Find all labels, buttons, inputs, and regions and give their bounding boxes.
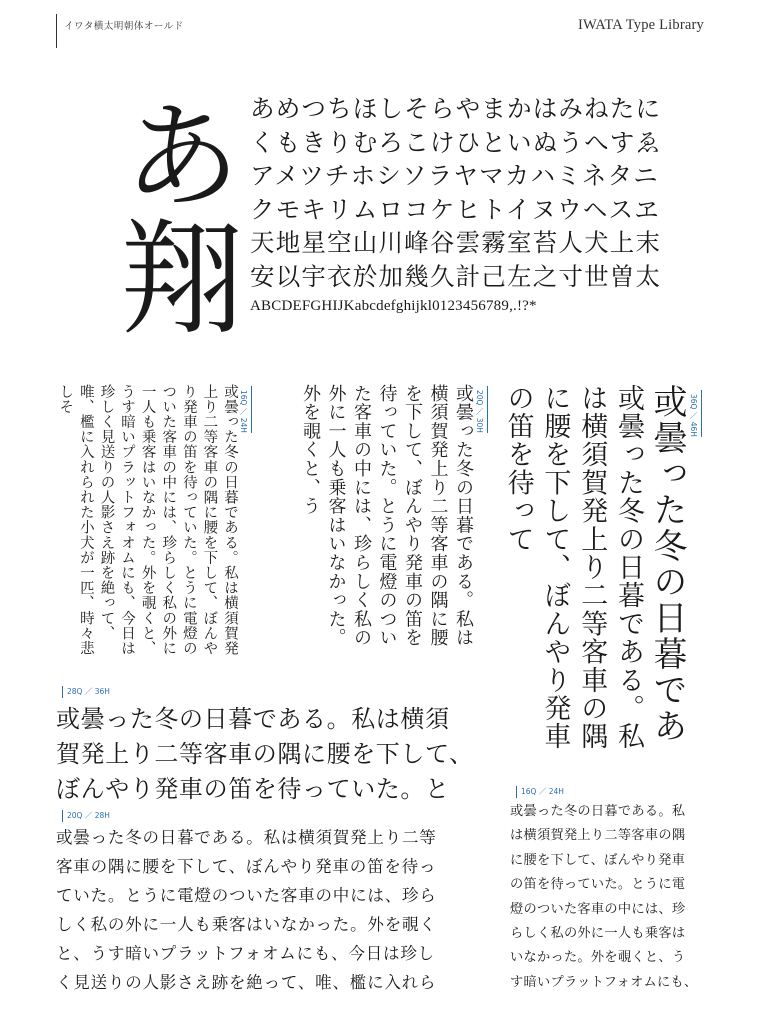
horizontal-sample-16q: [510, 800, 720, 990]
font-name-label: イワタ横太明朝体オールド: [64, 21, 184, 32]
text-line: ていた。とうに電燈のついた客車の中には、珍ら: [56, 886, 437, 905]
text-line: ぼんやり発車の笛を待っていた。と: [56, 775, 450, 803]
size-label-28q-horizontal: 28Q ／ 36H: [62, 686, 110, 698]
text-line: 賀発上り二等客車の隅に腰を下して、: [56, 740, 474, 768]
vertical-sample-36q: 或曇った冬の日暮であ: [647, 384, 687, 744]
character-sample-block: [250, 92, 670, 317]
horizontal-sample-20q: [56, 823, 486, 997]
vertical-sample-20q: 或曇った冬の日暮である。私は横須賀発上り二等客車の隅に腰を下して、ぼんやり発車の笛を待っていた。とうに電燈のついた客車の中には、珍らしく私の外に一人も乗客はいなかった。外を覗くと、う: [300, 384, 474, 648]
text-line: いなかった。外を覗くと、う: [510, 950, 686, 966]
size-label-16q-vertical: 16Q ／ 24H: [238, 386, 252, 433]
text-line: 或曇った冬の日暮である。私は横須賀発上り二等: [56, 828, 437, 847]
sample-line-katakana-1: アメツチホシソラヤマカハミネタニ: [250, 161, 659, 190]
sample-line-alphanumeric: ABCDEFGHIJKabcdefghijkl0123456789,.!?*: [250, 298, 537, 314]
text-line: 或曇った冬の日暮である。私: [510, 804, 686, 819]
sample-line-hiragana-1: あめつちほしそらやまかはみねたに: [250, 94, 662, 123]
sample-line-kanji-1: 天地星空山川峰谷雲霧室苔人犬上末: [250, 228, 662, 257]
size-label-20q-horizontal: 20Q ／ 28H: [62, 810, 110, 822]
text-line: らしく私の外に一人も乗客は: [510, 926, 686, 942]
text-line: しく私の外に一人も乗客はいなかった。外を覗く: [56, 915, 437, 934]
library-label: IWATA Type Library: [578, 17, 704, 33]
horizontal-sample-28q: [56, 702, 492, 807]
text-line: と、うす暗いプラットフォオムにも、今日は珍し: [56, 944, 435, 963]
text-line: の笛を待っていた。とうに電: [510, 877, 686, 893]
text-line: 燈のついた客車の中には、珍: [510, 901, 686, 917]
sample-line-kanji-2: 安以宇衣於加幾久計己左之寸世曽太: [250, 261, 662, 291]
sample-line-katakana-2: クモキリムロコケヒトイヌウヘスヱ: [250, 194, 660, 224]
sample-line-hiragana-2: くもきりむろこけひといぬうへすゑ: [250, 127, 662, 157]
text-line: は横須賀発上り二等客車の隅: [510, 828, 686, 844]
size-label-20q-vertical: 20Q ／ 30H: [474, 386, 488, 433]
text-line: く見送りの人影さえ跡を絶って、唯、檻に入れら: [56, 973, 437, 992]
text-line: 或曇った冬の日暮である。私は横須: [56, 705, 450, 733]
vertical-sample-28q: 或曇った冬の日暮である。私は横須賀発上り二等客車の隅に腰を下して、ぼんやり発車の笛を待って: [502, 384, 644, 751]
size-label-36q-vertical: 36Q ／ 46H: [688, 390, 702, 437]
display-glyph-hiragana: あ: [124, 90, 240, 225]
vertical-sample-16q: 或曇った冬の日暮である。私は横須賀発上り二等客車の隅に腰を下して、ぼんやり発車の笛を待っていた。とうに電燈のついた客車の中には、珍らしく私の外に一人も乗客はいなかった。外を覗くと、うす暗いプラットフォオムにも、今日は珍しく見送りの人影さえ跡を絶って、唯、檻に入れられた小犬が一匹、時々悲しそ: [57, 384, 238, 656]
text-line: に腰を下して、ぼんやり発車: [510, 852, 686, 868]
text-line: 客車の隅に腰を下して、ぼんやり発車の笛を待っ: [56, 857, 437, 876]
size-label-16q-horizontal: 16Q ／ 24H: [516, 786, 564, 798]
text-line: す暗いプラットフォオムにも、: [510, 974, 698, 990]
display-glyph-kanji: 翔: [120, 208, 245, 352]
header-rule: [56, 14, 57, 48]
